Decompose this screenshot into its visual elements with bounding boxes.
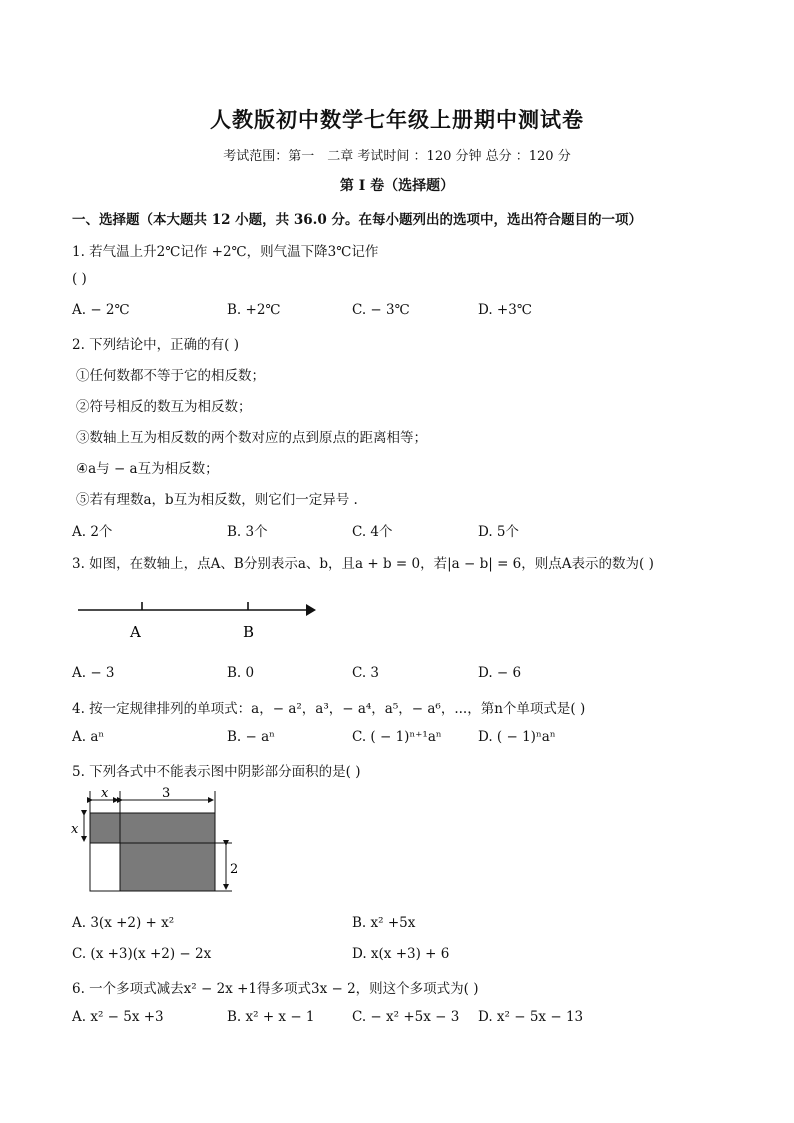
- page-title: 人教版初中数学七年级上册期中测试卷: [210, 107, 584, 132]
- question-6-stem: 6. 一个多项式减去x² − 2x +1得多项式3x − 2，则这个多项式为( ): [72, 981, 479, 997]
- shaded-top-rect: [120, 813, 215, 843]
- area-figure: [70, 787, 245, 897]
- q3-option-d: D. − 6: [478, 665, 522, 681]
- q6-option-c: C. − x² +5x − 3: [352, 1009, 460, 1025]
- section-heading: 一、选择题（本大题共 12 小题，共 36.0 分。在每小题列出的选项中，选出符合题目的一项）: [72, 212, 642, 228]
- number-line-figure: [70, 592, 330, 644]
- q2-option-b: B. 3个: [227, 524, 268, 540]
- question-5-stem: 5. 下列各式中不能表示图中阴影部分面积的是( ): [72, 764, 361, 780]
- q4-option-d: D. ( − 1)ⁿaⁿ: [478, 729, 556, 745]
- question-1-stem: 1. 若气温上升2℃记作 +2℃，则气温下降3℃记作: [72, 244, 379, 260]
- label-3: 3: [162, 787, 171, 801]
- q6-option-d: D. x² − 5x − 13: [478, 1009, 584, 1025]
- q3-option-c: C. 3: [352, 665, 380, 681]
- shaded-bottom-rect: [120, 843, 215, 891]
- q2-statement-4: ④a与 − a互为相反数；: [76, 461, 219, 477]
- question-2-stem: 2. 下列结论中，正确的有( ): [72, 337, 239, 353]
- q2-option-c: C. 4个: [352, 524, 393, 540]
- question-4-stem: 4. 按一定规律排列的单项式：a，− a²，a³，− a⁴，a⁵，− a⁶，...，第n个单项式是( ): [72, 701, 586, 717]
- q2-statement-2: ②符号相反的数互为相反数；: [76, 399, 252, 415]
- label-x-left: x: [71, 822, 79, 837]
- q1-option-b: B. +2℃: [227, 302, 281, 318]
- q3-option-a: A. − 3: [72, 665, 115, 681]
- q4-option-c: C. ( − 1)ⁿ⁺¹aⁿ: [352, 729, 442, 745]
- q4-option-b: B. − aⁿ: [227, 729, 275, 745]
- q2-statement-1: ①任何数都不等于它的相反数；: [76, 368, 265, 384]
- q4-option-a: A. aⁿ: [72, 729, 105, 745]
- question-3-stem: 3. 如图，在数轴上，点A、B分别表示a、b，且a + b = 0，若|a − b| = 6，则点A表示的数为( ): [72, 556, 654, 572]
- q6-option-b: B. x² + x − 1: [227, 1009, 315, 1025]
- shaded-square: [90, 813, 120, 843]
- q2-option-d: D. 5个: [478, 524, 520, 540]
- part-title: 第 I 卷（选择题）: [339, 178, 455, 194]
- arrow-head-icon: [306, 604, 316, 616]
- label-2: 2: [230, 862, 239, 877]
- q5-option-a: A. 3(x +2) + x²: [72, 915, 175, 931]
- q5-option-d: D. x(x +3) + 6: [352, 946, 450, 962]
- question-1-bracket: ( ): [72, 271, 87, 287]
- q1-option-d: D. +3℃: [478, 302, 532, 318]
- q5-option-b: B. x² +5x: [352, 915, 416, 931]
- q2-statement-3: ③数轴上互为相反数的两个数对应的点到原点的距离相等；: [76, 430, 427, 446]
- exam-info: 考试范围：第一 二章 考试时间 ：120 分钟 总分 ：120 分: [223, 149, 571, 164]
- label-x-top: x: [101, 787, 109, 801]
- q3-option-b: B. 0: [227, 665, 255, 681]
- point-b-label: B: [243, 623, 255, 641]
- q6-option-a: A. x² − 5x +3: [72, 1009, 164, 1025]
- q2-statement-5: ⑤若有理数a，b互为相反数，则它们一定异号 .: [76, 492, 358, 508]
- q1-option-a: A. − 2℃: [72, 302, 130, 318]
- q2-option-a: A. 2个: [72, 524, 113, 540]
- q5-option-c: C. (x +3)(x +2) − 2x: [72, 946, 212, 962]
- q1-option-c: C. − 3℃: [352, 302, 410, 318]
- blank-rect: [90, 843, 120, 891]
- point-a-label: A: [130, 623, 141, 641]
